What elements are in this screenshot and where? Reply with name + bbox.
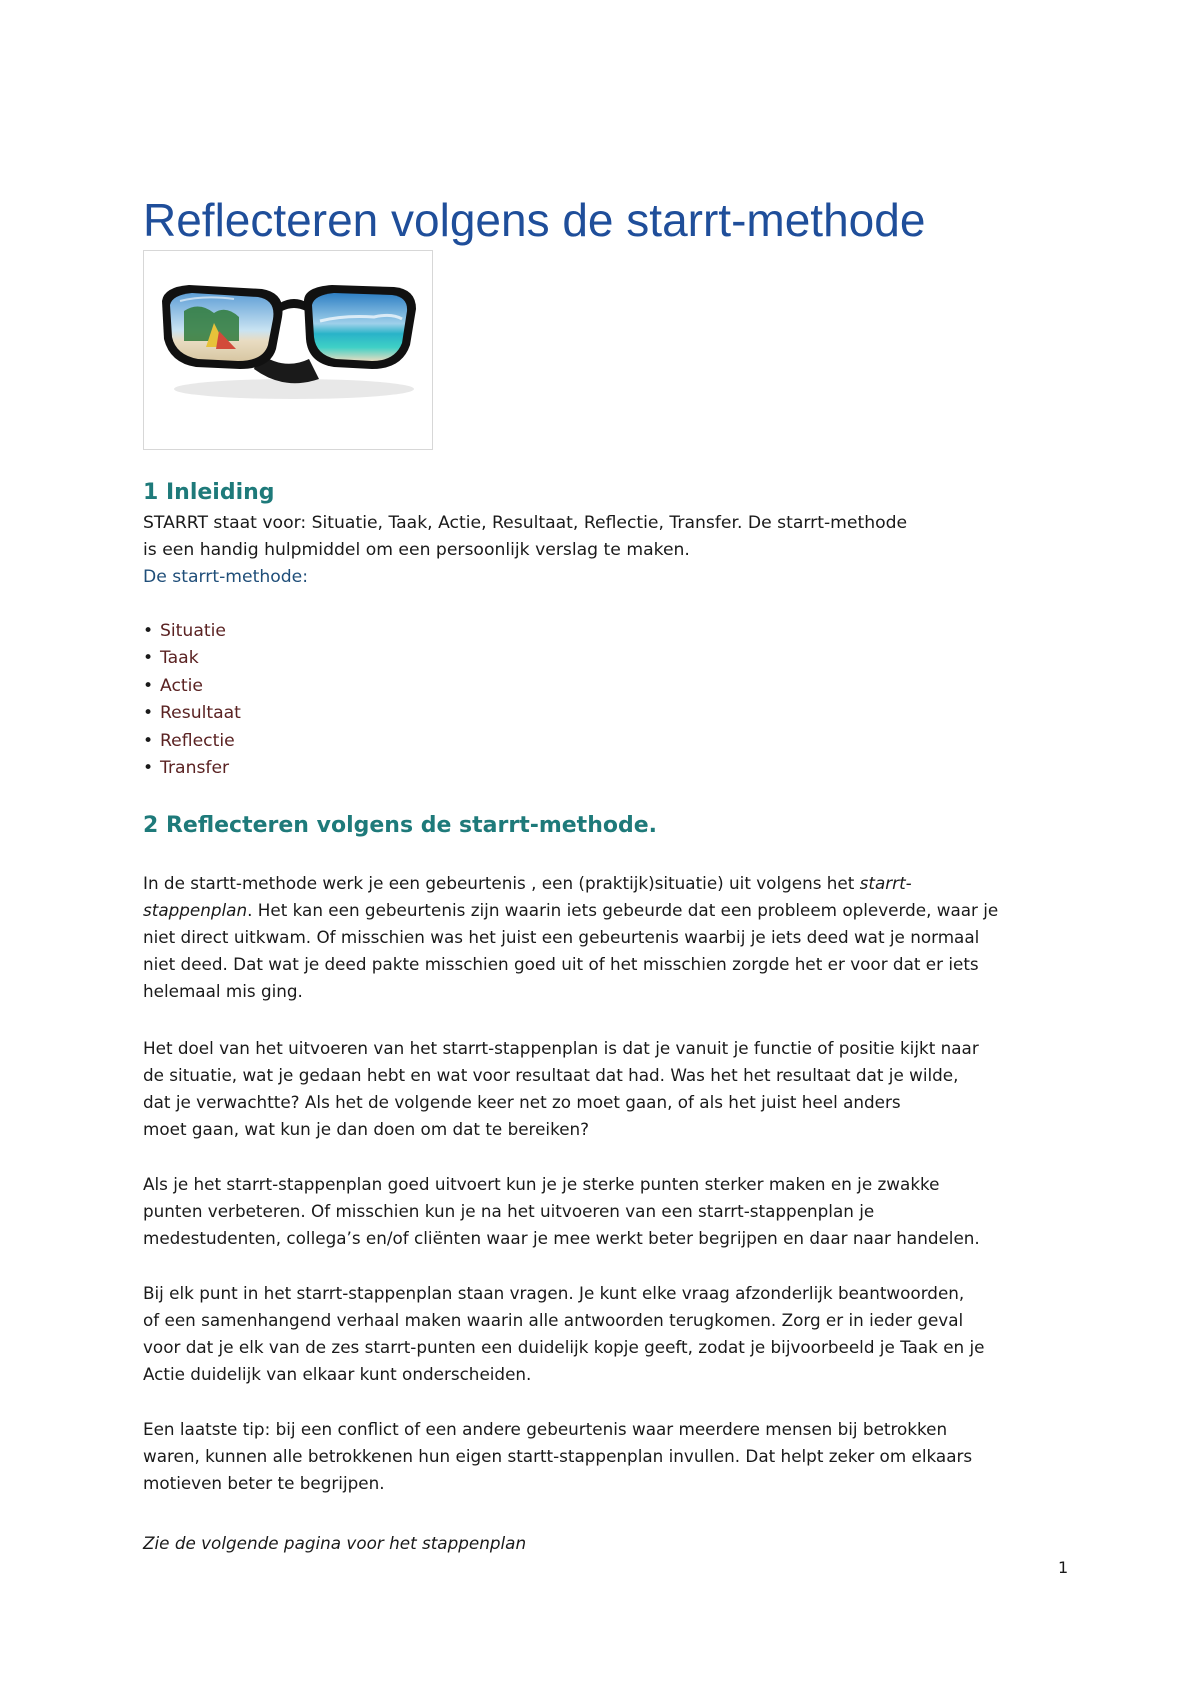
bullet-icon: • [143,675,154,696]
list-item [143,673,241,700]
intro-line-2: is een handig hulpmiddel om een persoonlijk verslag te maken. [143,540,690,560]
list-item [143,645,241,672]
paragraph-5 [143,1416,1083,1497]
paragraph-line: niet deed. Dat wat je deed pakte misschien goed uit of het misschien zorgde het er voor dat er iets [143,954,979,974]
list-item [143,755,241,782]
list-label: De starrt-methode: [143,567,309,587]
list-item [143,700,241,727]
paragraph-line: medestudenten, collega’s en/of cliënten waar je mee werkt beter begrijpen en daar naar handelen. [143,1228,980,1248]
next-page-note: Zie de volgende pagina voor het stappenplan [143,1533,527,1553]
paragraph-line: moet gaan, wat kun je dan doen om dat te bereiken? [143,1119,590,1139]
sunglasses-photo [143,250,433,450]
paragraph-2 [143,1035,1083,1143]
bullet-icon: • [143,648,154,669]
paragraph-1 [143,870,1083,1005]
paragraph-line: Het doel van het uitvoeren van het starrt-stappenplan is dat je vanuit je functie of positie kijkt naar [143,1038,979,1058]
paragraph-line: voor dat je elk van de zes starrt-punten een duidelijk kopje geeft, zodat je bijvoorbeeld je Taak en je [143,1337,985,1357]
bullet-icon: • [143,730,154,751]
bullet-icon: • [143,621,154,641]
list-item [143,618,241,645]
paragraph-line: In de startt-methode werk je een gebeurtenis , een (praktijk)situatie) uit volgens het starrt- [143,873,912,893]
paragraph-line: Een laatste tip: bij een conflict of een andere gebeurtenis waar meerdere mensen bij betrokken [143,1419,948,1439]
paragraph-4 [143,1280,1083,1388]
list-item-label: Resultaat [160,703,241,724]
bullet-icon: • [143,758,154,779]
list-item-label: Situatie [160,621,226,641]
starrt-list [143,618,241,782]
paragraph-line: punten verbeteren. Of misschien kun je na het uitvoeren van een starrt-stappenplan je [143,1201,875,1221]
list-item-label: Actie [160,675,203,696]
paragraph-line: niet direct uitkwam. Of misschien was het juist een gebeurtenis waarbij je iets deed wat je normaal [143,927,980,947]
paragraph-line: helemaal mis ging. [143,981,303,1001]
list-item [143,728,241,755]
list-item-label: Transfer [160,758,230,779]
paragraph-line: motieven beter te begrijpen. [143,1473,385,1493]
section-heading-inleiding: 1 Inleiding [143,480,275,505]
bullet-icon: • [143,703,154,724]
paragraph-line: Actie duidelijk van elkaar kunt onderscheiden. [143,1364,532,1384]
list-item-label: Taak [160,648,199,669]
paragraph-line: Bij elk punt in het starrt-stappenplan staan vragen. Je kunt elke vraag afzonderlijk beantwoorden, [143,1283,965,1303]
page-number: 1 [1058,1558,1069,1577]
paragraph-line: of een samenhangend verhaal maken waarin alle antwoorden terugkomen. Zorg er in ieder geval [143,1310,964,1330]
list-item-label: Reflectie [160,730,235,751]
paragraph-line: Als je het starrt-stappenplan goed uitvoert kun je je sterke punten sterker maken en je zwakke [143,1174,940,1194]
intro-line-1: STARRT staat voor: Situatie, Taak, Actie, Resultaat, Reflectie, Transfer. De starrt-methode [143,513,908,533]
paragraph-line: stappenplan. Het kan een gebeurtenis zijn waarin iets gebeurde dat een probleem opleverde, waar je [143,900,999,920]
section-heading-reflecteren: 2 Reflecteren volgens de starrt-methode. [143,813,658,838]
paragraph-line: de situatie, wat je gedaan hebt en wat voor resultaat dat had. Was het het resultaat dat je wilde, [143,1065,959,1085]
paragraph-3 [143,1171,1083,1252]
paragraph-line: dat je verwachtte? Als het de volgende keer net zo moet gaan, of als het juist heel anders [143,1092,901,1112]
paragraph-line: waren, kunnen alle betrokkenen hun eigen startt-stappenplan invullen. Dat helpt zeker om elkaars [143,1446,973,1466]
page-title: Reflecteren volgens de starrt-methode [143,194,926,246]
